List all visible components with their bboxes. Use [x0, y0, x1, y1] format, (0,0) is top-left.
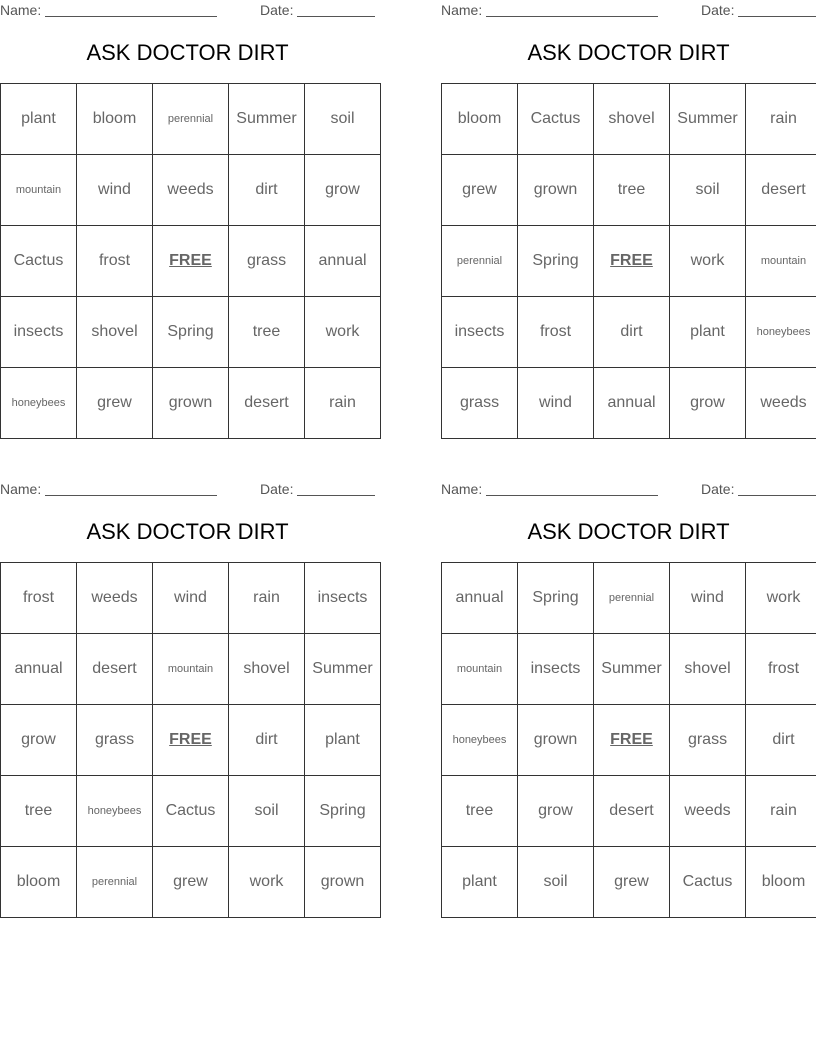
- grid-cell: soil: [229, 776, 305, 847]
- grid-cell: annual: [594, 368, 670, 439]
- date-blank-line: [297, 495, 375, 496]
- free-space: FREE: [594, 226, 670, 297]
- grid-cell: shovel: [670, 634, 746, 705]
- grid-cell: Cactus: [153, 776, 229, 847]
- grid-cell: Cactus: [1, 226, 77, 297]
- grid-cell: mountain: [442, 634, 518, 705]
- grid-cell: Summer: [594, 634, 670, 705]
- grid-cell: bloom: [746, 847, 816, 918]
- grid-cell: soil: [670, 155, 746, 226]
- grid-cell: Spring: [153, 297, 229, 368]
- date-label: Date:: [260, 481, 294, 497]
- date-label: Date:: [260, 2, 294, 18]
- grid-row: [442, 634, 816, 705]
- grid-cell: frost: [1, 563, 77, 634]
- card-title: ASK DOCTOR DIRT: [86, 519, 289, 544]
- grid-cell: Summer: [670, 84, 746, 155]
- grid-row: [442, 847, 816, 918]
- grid-cell: grown: [153, 368, 229, 439]
- bingo-grid: [0, 562, 381, 918]
- grid-cell: tree: [1, 776, 77, 847]
- grid-cell: wind: [153, 563, 229, 634]
- grid-cell: honeybees: [77, 776, 153, 847]
- grid-cell: dirt: [594, 297, 670, 368]
- grid-cell: shovel: [229, 634, 305, 705]
- grid-cell: soil: [518, 847, 594, 918]
- grid-cell: wind: [518, 368, 594, 439]
- grid-cell: perennial: [77, 847, 153, 918]
- card-title: ASK DOCTOR DIRT: [86, 40, 289, 65]
- grid-row: [1, 634, 381, 705]
- grid-cell: insects: [1, 297, 77, 368]
- grid-cell: frost: [518, 297, 594, 368]
- date-label: Date:: [701, 481, 735, 497]
- grid-cell: insects: [518, 634, 594, 705]
- name-date-row: [0, 481, 375, 499]
- date-blank-line: [297, 16, 375, 17]
- grid-cell: grass: [229, 226, 305, 297]
- grid-cell: Summer: [229, 84, 305, 155]
- grid-cell: Cactus: [518, 84, 594, 155]
- name-date-row: [441, 481, 816, 499]
- bingo-grid: [441, 562, 816, 918]
- grid-cell: Cactus: [670, 847, 746, 918]
- grid-cell: grown: [305, 847, 381, 918]
- grid-cell: rain: [746, 776, 816, 847]
- grid-cell: shovel: [594, 84, 670, 155]
- grid-cell: annual: [1, 634, 77, 705]
- grid-cell: grass: [670, 705, 746, 776]
- grid-cell: plant: [442, 847, 518, 918]
- grid-cell: honeybees: [746, 297, 816, 368]
- grid-cell: grow: [518, 776, 594, 847]
- free-space: FREE: [153, 226, 229, 297]
- grid-cell: weeds: [153, 155, 229, 226]
- grid-cell: plant: [670, 297, 746, 368]
- grid-cell: grass: [442, 368, 518, 439]
- grid-row: [1, 84, 381, 155]
- grid-row: [442, 226, 816, 297]
- grid-row: [1, 297, 381, 368]
- grid-cell: rain: [305, 368, 381, 439]
- grid-cell: Spring: [518, 563, 594, 634]
- grid-cell: grew: [442, 155, 518, 226]
- grid-cell: perennial: [153, 84, 229, 155]
- grid-cell: desert: [77, 634, 153, 705]
- name-blank-line: [486, 16, 658, 17]
- grid-cell: annual: [305, 226, 381, 297]
- grid-row: [442, 84, 816, 155]
- grid-cell: mountain: [1, 155, 77, 226]
- grid-cell: Summer: [305, 634, 381, 705]
- bingo-card: [441, 0, 816, 433]
- date-blank-line: [738, 16, 816, 17]
- grid-row: [442, 368, 816, 439]
- grid-cell: grow: [305, 155, 381, 226]
- grid-row: [442, 563, 816, 634]
- grid-cell: honeybees: [1, 368, 77, 439]
- grid-cell: wind: [77, 155, 153, 226]
- grid-cell: honeybees: [442, 705, 518, 776]
- bingo-card: [441, 479, 816, 912]
- grid-cell: soil: [305, 84, 381, 155]
- grid-cell: grew: [594, 847, 670, 918]
- bingo-card: [0, 479, 375, 912]
- grid-cell: desert: [229, 368, 305, 439]
- grid-cell: desert: [746, 155, 816, 226]
- grid-cell: plant: [305, 705, 381, 776]
- name-label: Name:: [441, 481, 483, 497]
- grid-cell: grown: [518, 705, 594, 776]
- name-blank-line: [486, 495, 658, 496]
- grid-cell: work: [229, 847, 305, 918]
- grid-cell: dirt: [746, 705, 816, 776]
- grid-cell: grow: [1, 705, 77, 776]
- name-date-row: [0, 2, 375, 20]
- grid-cell: plant: [1, 84, 77, 155]
- grid-cell: work: [670, 226, 746, 297]
- grid-row: [1, 563, 381, 634]
- grid-cell: dirt: [229, 705, 305, 776]
- grid-cell: frost: [746, 634, 816, 705]
- grid-cell: grew: [153, 847, 229, 918]
- grid-cell: weeds: [77, 563, 153, 634]
- grid-row: [442, 705, 816, 776]
- name-blank-line: [45, 16, 217, 17]
- grid-cell: tree: [229, 297, 305, 368]
- free-space: FREE: [153, 705, 229, 776]
- bingo-grid: [441, 83, 816, 439]
- name-date-row: [441, 2, 816, 20]
- grid-row: [1, 705, 381, 776]
- grid-cell: Spring: [518, 226, 594, 297]
- grid-cell: wind: [670, 563, 746, 634]
- card-title: ASK DOCTOR DIRT: [527, 519, 730, 544]
- grid-cell: insects: [305, 563, 381, 634]
- grid-cell: bloom: [77, 84, 153, 155]
- grid-cell: rain: [746, 84, 816, 155]
- bingo-grid: [0, 83, 381, 439]
- grid-cell: weeds: [746, 368, 816, 439]
- grid-cell: shovel: [77, 297, 153, 368]
- grid-row: [442, 776, 816, 847]
- name-label: Name:: [0, 2, 42, 18]
- date-label: Date:: [701, 2, 735, 18]
- grid-cell: grass: [77, 705, 153, 776]
- grid-cell: Spring: [305, 776, 381, 847]
- grid-cell: mountain: [746, 226, 816, 297]
- name-label: Name:: [441, 2, 483, 18]
- grid-cell: weeds: [670, 776, 746, 847]
- grid-cell: work: [305, 297, 381, 368]
- grid-cell: tree: [594, 155, 670, 226]
- grid-cell: grew: [77, 368, 153, 439]
- grid-cell: perennial: [442, 226, 518, 297]
- grid-cell: perennial: [594, 563, 670, 634]
- grid-cell: desert: [594, 776, 670, 847]
- grid-cell: mountain: [153, 634, 229, 705]
- grid-cell: grown: [518, 155, 594, 226]
- card-title: ASK DOCTOR DIRT: [527, 40, 730, 65]
- grid-row: [1, 155, 381, 226]
- grid-row: [1, 847, 381, 918]
- name-blank-line: [45, 495, 217, 496]
- grid-cell: tree: [442, 776, 518, 847]
- grid-row: [1, 368, 381, 439]
- bingo-card: [0, 0, 375, 433]
- grid-row: [1, 226, 381, 297]
- grid-cell: bloom: [1, 847, 77, 918]
- grid-row: [442, 297, 816, 368]
- grid-cell: work: [746, 563, 816, 634]
- date-blank-line: [738, 495, 816, 496]
- grid-cell: bloom: [442, 84, 518, 155]
- grid-row: [442, 155, 816, 226]
- grid-cell: rain: [229, 563, 305, 634]
- name-label: Name:: [0, 481, 42, 497]
- grid-cell: dirt: [229, 155, 305, 226]
- grid-cell: insects: [442, 297, 518, 368]
- free-space: FREE: [594, 705, 670, 776]
- grid-row: [1, 776, 381, 847]
- grid-cell: grow: [670, 368, 746, 439]
- grid-cell: annual: [442, 563, 518, 634]
- grid-cell: frost: [77, 226, 153, 297]
